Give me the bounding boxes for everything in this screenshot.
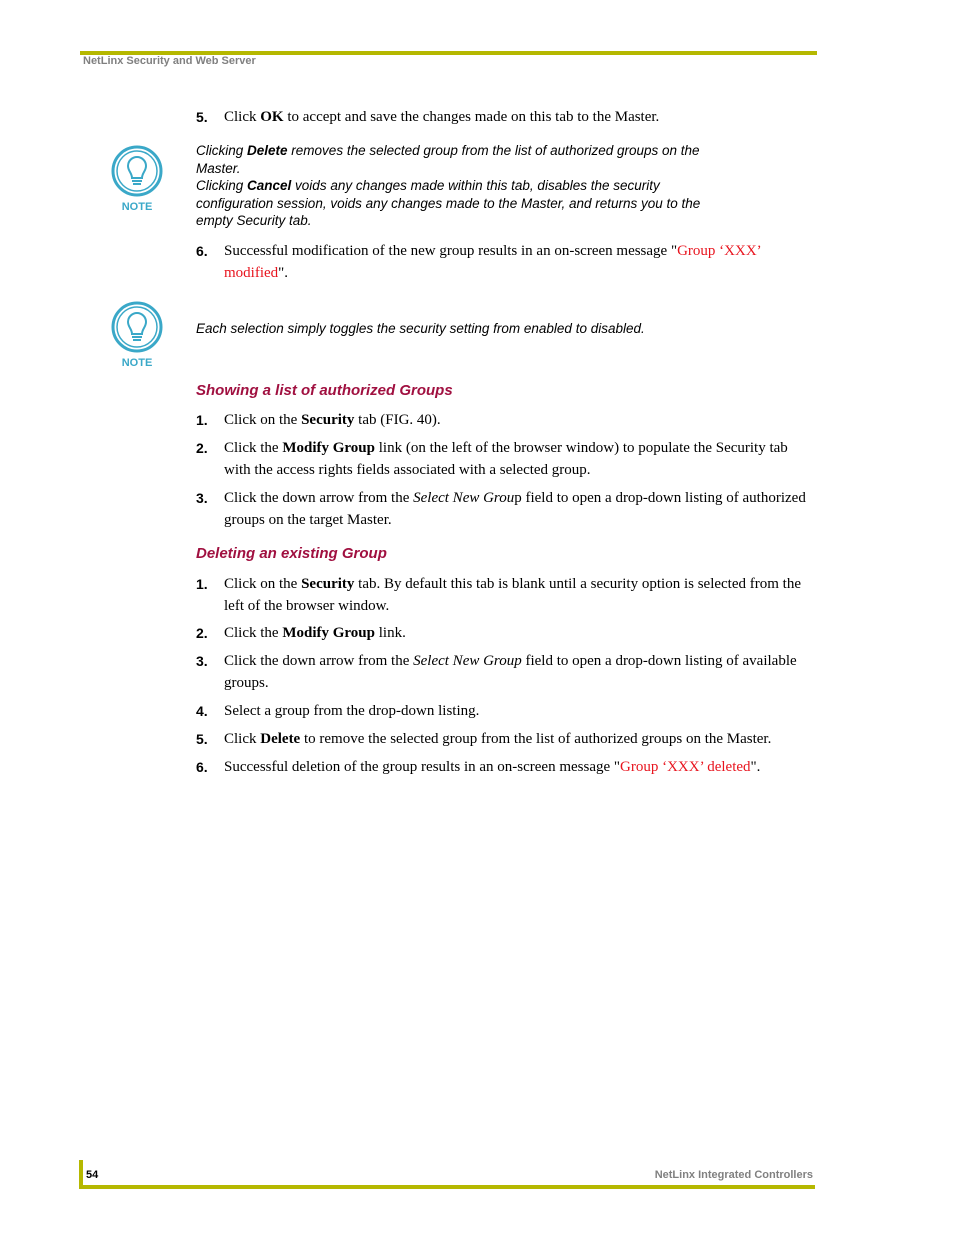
step-number: 5. — [196, 109, 208, 125]
step-number: 4. — [196, 703, 208, 719]
step-item: 4. Select a group from the drop-down listing. — [196, 700, 816, 722]
step-item: 6. Successful deletion of the group results in an on-screen message "Group ‘XXX’ deleted". — [196, 756, 816, 778]
section-heading: Deleting an existing Group — [196, 545, 387, 562]
note-lightbulb-icon — [109, 144, 165, 214]
step-item: 3. Click the down arrow from the Select New Group field to open a drop-down listing of available groups. — [196, 650, 816, 694]
note-text: Each selection simply toggles the security setting from enabled to disabled. — [196, 321, 645, 336]
footer-rule — [80, 1185, 815, 1189]
section-heading: Showing a list of authorized Groups — [196, 382, 453, 399]
note-lightbulb-icon — [109, 300, 165, 370]
step-item: 3. Click the down arrow from the Select New Group field to open a drop-down listing of authorized groups on the target Master. — [196, 487, 816, 531]
step-number: 6. — [196, 243, 208, 259]
step-item: 1. Click on the Security tab (FIG. 40). — [196, 409, 816, 431]
step-number: 1. — [196, 412, 208, 428]
footer-title: NetLinx Integrated Controllers — [654, 1169, 813, 1181]
running-header: NetLinx Security and Web Server — [83, 55, 256, 67]
step-number: 1. — [196, 576, 208, 592]
onscreen-message: Group ‘XXX’ deleted — [620, 759, 751, 775]
note-text: Clicking Delete removes the selected group from the list of authorized groups on the Master. Clicking Cancel voids any changes made within this tab, disables the security configuration session, voids any changes made to the Master, and returns you to the empty Security tab. — [196, 143, 701, 228]
svg-text:NOTE: NOTE — [121, 201, 153, 213]
step-item: 5. Click Delete to remove the selected group from the list of authorized groups on the Master. — [196, 728, 816, 750]
step-item: 2. Click the Modify Group link (on the left of the browser window) to populate the Security tab with the access rights fields associated with a selected group. — [196, 437, 816, 481]
onscreen-message: Group ‘XXX’ modified — [224, 243, 761, 281]
step-number: 2. — [196, 440, 208, 456]
step-item: 6. Successful modification of the new group results in an on-screen message "Group ‘XXX’ modified". — [196, 240, 816, 284]
step-item: 5. Click OK to accept and save the changes made on this tab to the Master. — [196, 106, 816, 128]
svg-text:NOTE: NOTE — [121, 357, 153, 369]
step-number: 3. — [196, 653, 208, 669]
step-number: 5. — [196, 731, 208, 747]
step-number: 3. — [196, 490, 208, 506]
step-item: 2. Click the Modify Group link. — [196, 622, 816, 644]
step-item: 1. Click on the Security tab. By default this tab is blank until a security option is selected from the left of the browser window. — [196, 573, 816, 617]
step-number: 2. — [196, 625, 208, 641]
page-number: 54 — [86, 1169, 99, 1181]
step-number: 6. — [196, 759, 208, 775]
